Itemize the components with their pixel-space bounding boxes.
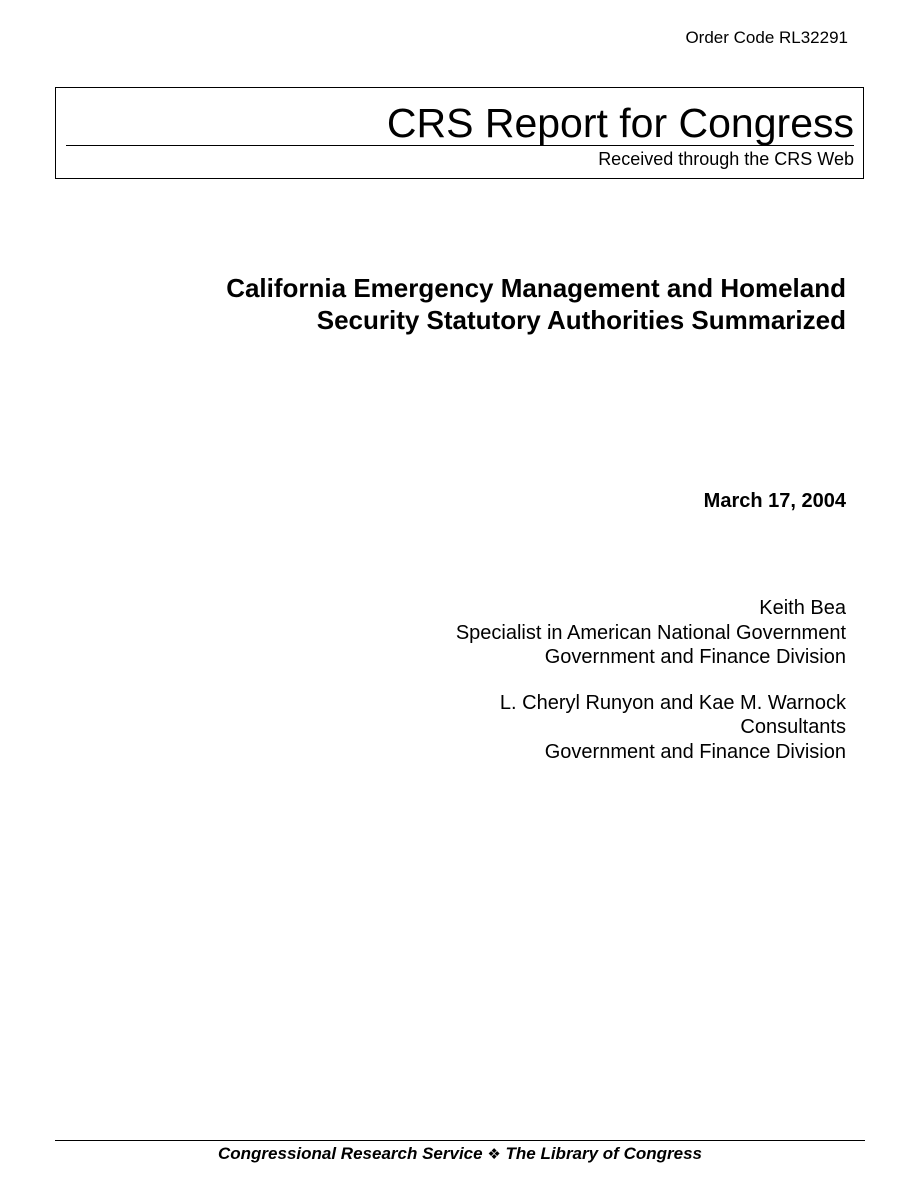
footer-left: Congressional Research Service: [218, 1144, 483, 1163]
report-date: March 17, 2004: [703, 490, 846, 512]
author-group: [456, 596, 846, 670]
footer: [55, 1143, 865, 1165]
author-position: Consultants: [740, 716, 846, 738]
diamond-separator-icon: ❖: [487, 1145, 501, 1163]
report-title: [126, 272, 846, 336]
author-position: Specialist in American National Government: [455, 621, 846, 644]
author-group: [456, 691, 846, 765]
report-title-line: Security Statutory Authorities Summarized: [316, 305, 846, 335]
authors-block: [456, 596, 846, 764]
header-divider: [66, 145, 854, 146]
author-division: Government and Finance Division: [544, 646, 846, 668]
footer-divider: [55, 1140, 865, 1141]
header-subtitle: Received through the CRS Web: [598, 149, 854, 169]
order-code: Order Code RL32291: [685, 28, 848, 47]
header-title: CRS Report for Congress: [386, 100, 854, 146]
footer-right: The Library of Congress: [505, 1144, 702, 1163]
report-header-box: [55, 87, 864, 179]
report-title-line: California Emergency Management and Homeland: [226, 273, 846, 303]
author-name: L. Cheryl Runyon and Kae M. Warnock: [499, 691, 846, 714]
author-division: Government and Finance Division: [544, 740, 846, 763]
author-name: Keith Bea: [759, 597, 846, 619]
